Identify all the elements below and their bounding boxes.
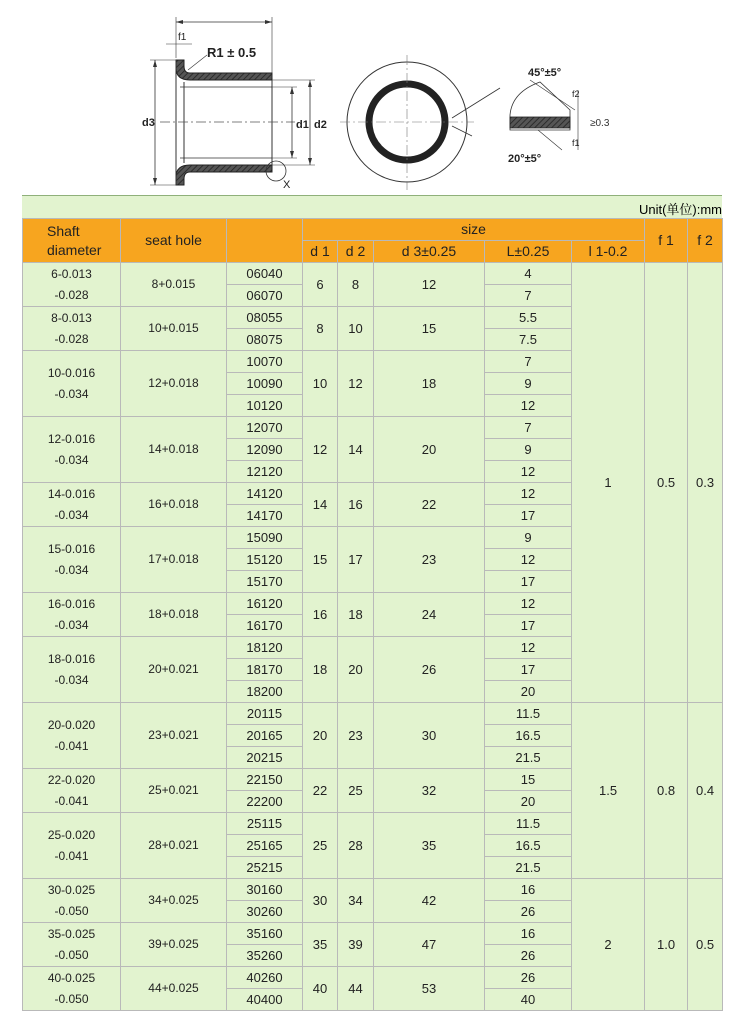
part-code-cell: 10120 bbox=[227, 395, 303, 417]
front-view bbox=[340, 55, 500, 190]
shaft-diameter-lower: -0.034 bbox=[54, 386, 89, 401]
shaft-diameter-upper: 15-0.016 bbox=[47, 541, 96, 556]
d1-cell: 35 bbox=[303, 923, 338, 967]
shaft-diameter-lower: -0.050 bbox=[54, 947, 89, 962]
length-cell: 12 bbox=[485, 549, 572, 571]
radius-note: R1 ± 0.5 bbox=[207, 45, 257, 60]
shaft-diameter-upper: 35-0.025 bbox=[47, 926, 96, 941]
length-cell: 15 bbox=[485, 769, 572, 791]
part-code-cell: 08055 bbox=[227, 307, 303, 329]
f1-label: f1 bbox=[178, 32, 187, 43]
d1-cell: 18 bbox=[303, 637, 338, 703]
l1-cell: 1 bbox=[572, 263, 645, 703]
length-cell: 16 bbox=[485, 923, 572, 945]
shaft-diameter-lower: -0.050 bbox=[54, 903, 89, 918]
length-cell: 7 bbox=[485, 351, 572, 373]
shaft-diameter-cell bbox=[23, 967, 121, 1011]
detail-view bbox=[508, 67, 610, 165]
length-cell: 12 bbox=[485, 637, 572, 659]
d1-cell: 14 bbox=[303, 483, 338, 527]
length-cell: 12 bbox=[485, 461, 572, 483]
shaft-diameter-cell bbox=[23, 417, 121, 483]
part-code-cell: 14120 bbox=[227, 483, 303, 505]
l1-cell: 2 bbox=[572, 879, 645, 1011]
seat-hole-cell: 16+0.018 bbox=[121, 483, 227, 527]
part-code-cell: 16120 bbox=[227, 593, 303, 615]
header-blank bbox=[227, 219, 303, 263]
shaft-diameter-cell bbox=[23, 769, 121, 813]
length-cell: 21.5 bbox=[485, 747, 572, 769]
shaft-diameter-upper: 22-0.020 bbox=[47, 772, 96, 787]
angle-top-label: 45°±5° bbox=[528, 67, 562, 79]
shaft-diameter-upper: 6-0.013 bbox=[51, 266, 92, 281]
length-cell: 7 bbox=[485, 285, 572, 307]
length-cell: 16.5 bbox=[485, 835, 572, 857]
seat-hole-cell: 39+0.025 bbox=[121, 923, 227, 967]
d3-cell: 42 bbox=[374, 879, 485, 923]
part-code-cell: 20115 bbox=[227, 703, 303, 725]
part-code-cell: 10070 bbox=[227, 351, 303, 373]
section-view bbox=[142, 17, 327, 191]
shaft-diameter-upper: 40-0.025 bbox=[47, 970, 96, 985]
d1-cell: 6 bbox=[303, 263, 338, 307]
length-cell: 9 bbox=[485, 527, 572, 549]
d3-cell: 18 bbox=[374, 351, 485, 417]
d2-cell: 10 bbox=[338, 307, 374, 351]
part-code-cell: 25115 bbox=[227, 813, 303, 835]
part-code-cell: 25165 bbox=[227, 835, 303, 857]
angle-bottom-label: 20°±5° bbox=[508, 153, 542, 165]
seat-hole-cell: 20+0.021 bbox=[121, 637, 227, 703]
d3-cell: 32 bbox=[374, 769, 485, 813]
f1-cell: 0.5 bbox=[645, 263, 688, 703]
d2-cell: 34 bbox=[338, 879, 374, 923]
header-l1: l 1-0.2 bbox=[572, 241, 645, 263]
d3-cell: 47 bbox=[374, 923, 485, 967]
d2-label: d2 bbox=[314, 119, 327, 131]
header-seat-hole: seat hole bbox=[121, 219, 227, 263]
length-cell: 12 bbox=[485, 395, 572, 417]
shaft-diameter-upper: 14-0.016 bbox=[47, 486, 96, 501]
shaft-diameter-lower: -0.028 bbox=[54, 331, 89, 346]
length-cell: 7 bbox=[485, 417, 572, 439]
length-cell: 17 bbox=[485, 505, 572, 527]
part-code-cell: 35160 bbox=[227, 923, 303, 945]
seat-hole-cell: 44+0.025 bbox=[121, 967, 227, 1011]
f1-detail-label: f1 bbox=[572, 138, 580, 148]
shaft-diameter-lower: -0.034 bbox=[54, 672, 89, 687]
seat-hole-cell: 10+0.015 bbox=[121, 307, 227, 351]
part-code-cell: 10090 bbox=[227, 373, 303, 395]
part-code-cell: 22150 bbox=[227, 769, 303, 791]
d2-cell: 17 bbox=[338, 527, 374, 593]
shaft-diameter-cell bbox=[23, 637, 121, 703]
header-f2: f 2 bbox=[688, 219, 723, 263]
f2-label: f2 bbox=[572, 89, 580, 99]
f2-cell: 0.5 bbox=[688, 879, 723, 1011]
d2-cell: 14 bbox=[338, 417, 374, 483]
l1-cell: 1.5 bbox=[572, 703, 645, 879]
shaft-diameter-upper: 30-0.025 bbox=[47, 882, 96, 897]
length-cell: 17 bbox=[485, 659, 572, 681]
part-code-cell: 40260 bbox=[227, 967, 303, 989]
d1-label: d1 bbox=[296, 119, 309, 131]
bushing-technical-drawing bbox=[0, 0, 750, 195]
d2-cell: 39 bbox=[338, 923, 374, 967]
shaft-diameter-cell bbox=[23, 879, 121, 923]
part-code-cell: 22200 bbox=[227, 791, 303, 813]
d2-cell: 28 bbox=[338, 813, 374, 879]
shaft-diameter-cell bbox=[23, 527, 121, 593]
unit-label: Unit(单位):mm bbox=[638, 202, 722, 217]
d1-cell: 16 bbox=[303, 593, 338, 637]
seat-hole-cell: 8+0.015 bbox=[121, 263, 227, 307]
length-cell: 17 bbox=[485, 571, 572, 593]
length-cell: 26 bbox=[485, 945, 572, 967]
d2-cell: 12 bbox=[338, 351, 374, 417]
header-d3: d 3±0.25 bbox=[374, 241, 485, 263]
part-code-cell: 14170 bbox=[227, 505, 303, 527]
header-L: L±0.25 bbox=[485, 241, 572, 263]
seat-hole-cell: 12+0.018 bbox=[121, 351, 227, 417]
shaft-diameter-cell bbox=[23, 483, 121, 527]
d2-cell: 18 bbox=[338, 593, 374, 637]
shaft-diameter-cell bbox=[23, 593, 121, 637]
shaft-diameter-cell bbox=[23, 923, 121, 967]
f2-cell: 0.4 bbox=[688, 703, 723, 879]
shaft-diameter-upper: 12-0.016 bbox=[47, 431, 96, 446]
f2-cell: 0.3 bbox=[688, 263, 723, 703]
shaft-diameter-upper: 16-0.016 bbox=[47, 596, 96, 611]
d3-cell: 30 bbox=[374, 703, 485, 769]
part-code-cell: 08075 bbox=[227, 329, 303, 351]
part-code-cell: 30260 bbox=[227, 901, 303, 923]
chamfer-label: ≥0.3 bbox=[590, 118, 610, 129]
shaft-diameter-upper: 10-0.016 bbox=[47, 365, 96, 380]
d3-cell: 35 bbox=[374, 813, 485, 879]
shaft-diameter-cell bbox=[23, 813, 121, 879]
d2-cell: 16 bbox=[338, 483, 374, 527]
shaft-diameter-lower: -0.050 bbox=[54, 991, 89, 1006]
header-shaft-diameter: Shaft diameter bbox=[23, 219, 121, 263]
part-code-cell: 16170 bbox=[227, 615, 303, 637]
header-d2: d 2 bbox=[338, 241, 374, 263]
part-code-cell: 06040 bbox=[227, 263, 303, 285]
length-cell: 5.5 bbox=[485, 307, 572, 329]
shaft-diameter-upper: 18-0.016 bbox=[47, 651, 96, 666]
length-cell: 7.5 bbox=[485, 329, 572, 351]
table-row bbox=[23, 263, 723, 285]
part-code-cell: 15090 bbox=[227, 527, 303, 549]
detail-x-label: X bbox=[283, 179, 291, 191]
length-cell: 17 bbox=[485, 615, 572, 637]
length-cell: 26 bbox=[485, 967, 572, 989]
shaft-diameter-lower: -0.034 bbox=[54, 562, 89, 577]
d2-cell: 44 bbox=[338, 967, 374, 1011]
part-code-cell: 18170 bbox=[227, 659, 303, 681]
table-row bbox=[23, 879, 723, 901]
d1-cell: 12 bbox=[303, 417, 338, 483]
shaft-diameter-lower: -0.041 bbox=[54, 738, 89, 753]
shaft-diameter-cell bbox=[23, 351, 121, 417]
d3-cell: 53 bbox=[374, 967, 485, 1011]
shaft-diameter-lower: -0.034 bbox=[54, 507, 89, 522]
d3-cell: 23 bbox=[374, 527, 485, 593]
length-cell: 21.5 bbox=[485, 857, 572, 879]
shaft-diameter-lower: -0.028 bbox=[54, 287, 89, 302]
part-code-cell: 20215 bbox=[227, 747, 303, 769]
f1-cell: 1.0 bbox=[645, 879, 688, 1011]
seat-hole-cell: 25+0.021 bbox=[121, 769, 227, 813]
seat-hole-cell: 18+0.018 bbox=[121, 593, 227, 637]
length-cell: 12 bbox=[485, 593, 572, 615]
part-code-cell: 18120 bbox=[227, 637, 303, 659]
d1-cell: 20 bbox=[303, 703, 338, 769]
d2-cell: 8 bbox=[338, 263, 374, 307]
length-cell: 9 bbox=[485, 373, 572, 395]
part-code-cell: 15120 bbox=[227, 549, 303, 571]
length-cell: 16 bbox=[485, 879, 572, 901]
shaft-diameter-lower: -0.041 bbox=[54, 793, 89, 808]
length-cell: 40 bbox=[485, 989, 572, 1011]
d3-cell: 12 bbox=[374, 263, 485, 307]
part-code-cell: 40400 bbox=[227, 989, 303, 1011]
length-cell: 20 bbox=[485, 791, 572, 813]
d2-cell: 20 bbox=[338, 637, 374, 703]
table-row bbox=[23, 703, 723, 725]
shaft-diameter-upper: 20-0.020 bbox=[47, 717, 96, 732]
shaft-diameter-cell bbox=[23, 307, 121, 351]
shaft-diameter-cell bbox=[23, 263, 121, 307]
part-code-cell: 20165 bbox=[227, 725, 303, 747]
part-code-cell: 30160 bbox=[227, 879, 303, 901]
d3-cell: 26 bbox=[374, 637, 485, 703]
seat-hole-cell: 34+0.025 bbox=[121, 879, 227, 923]
unit-bar bbox=[22, 195, 722, 218]
part-code-cell: 35260 bbox=[227, 945, 303, 967]
header-size: size bbox=[303, 219, 645, 241]
shaft-diameter-upper: 8-0.013 bbox=[51, 310, 92, 325]
header-d1: d 1 bbox=[303, 241, 338, 263]
header-f1: f 1 bbox=[645, 219, 688, 263]
part-code-cell: 12120 bbox=[227, 461, 303, 483]
length-cell: 26 bbox=[485, 901, 572, 923]
part-code-cell: 15170 bbox=[227, 571, 303, 593]
d3-cell: 22 bbox=[374, 483, 485, 527]
shaft-diameter-cell bbox=[23, 703, 121, 769]
part-code-cell: 18200 bbox=[227, 681, 303, 703]
shaft-diameter-lower: -0.034 bbox=[54, 452, 89, 467]
length-cell: 9 bbox=[485, 439, 572, 461]
part-code-cell: 25215 bbox=[227, 857, 303, 879]
seat-hole-cell: 23+0.021 bbox=[121, 703, 227, 769]
part-code-cell: 06070 bbox=[227, 285, 303, 307]
bushing-size-table bbox=[22, 218, 723, 1011]
part-code-cell: 12090 bbox=[227, 439, 303, 461]
shaft-diameter-lower: -0.041 bbox=[54, 848, 89, 863]
seat-hole-cell: 14+0.018 bbox=[121, 417, 227, 483]
length-cell: 20 bbox=[485, 681, 572, 703]
seat-hole-cell: 17+0.018 bbox=[121, 527, 227, 593]
f1-cell: 0.8 bbox=[645, 703, 688, 879]
d1-cell: 25 bbox=[303, 813, 338, 879]
d1-cell: 40 bbox=[303, 967, 338, 1011]
d1-cell: 30 bbox=[303, 879, 338, 923]
d3-cell: 20 bbox=[374, 417, 485, 483]
length-cell: 16.5 bbox=[485, 725, 572, 747]
d1-cell: 15 bbox=[303, 527, 338, 593]
d3-label: d3 bbox=[142, 117, 155, 129]
d3-cell: 15 bbox=[374, 307, 485, 351]
length-cell: 4 bbox=[485, 263, 572, 285]
length-cell: 11.5 bbox=[485, 813, 572, 835]
shaft-diameter-lower: -0.034 bbox=[54, 617, 89, 632]
seat-hole-cell: 28+0.021 bbox=[121, 813, 227, 879]
d1-cell: 10 bbox=[303, 351, 338, 417]
length-cell: 11.5 bbox=[485, 703, 572, 725]
length-cell: 12 bbox=[485, 483, 572, 505]
d2-cell: 23 bbox=[338, 703, 374, 769]
d1-cell: 8 bbox=[303, 307, 338, 351]
d1-cell: 22 bbox=[303, 769, 338, 813]
shaft-diameter-upper: 25-0.020 bbox=[47, 827, 96, 842]
d2-cell: 25 bbox=[338, 769, 374, 813]
d3-cell: 24 bbox=[374, 593, 485, 637]
part-code-cell: 12070 bbox=[227, 417, 303, 439]
